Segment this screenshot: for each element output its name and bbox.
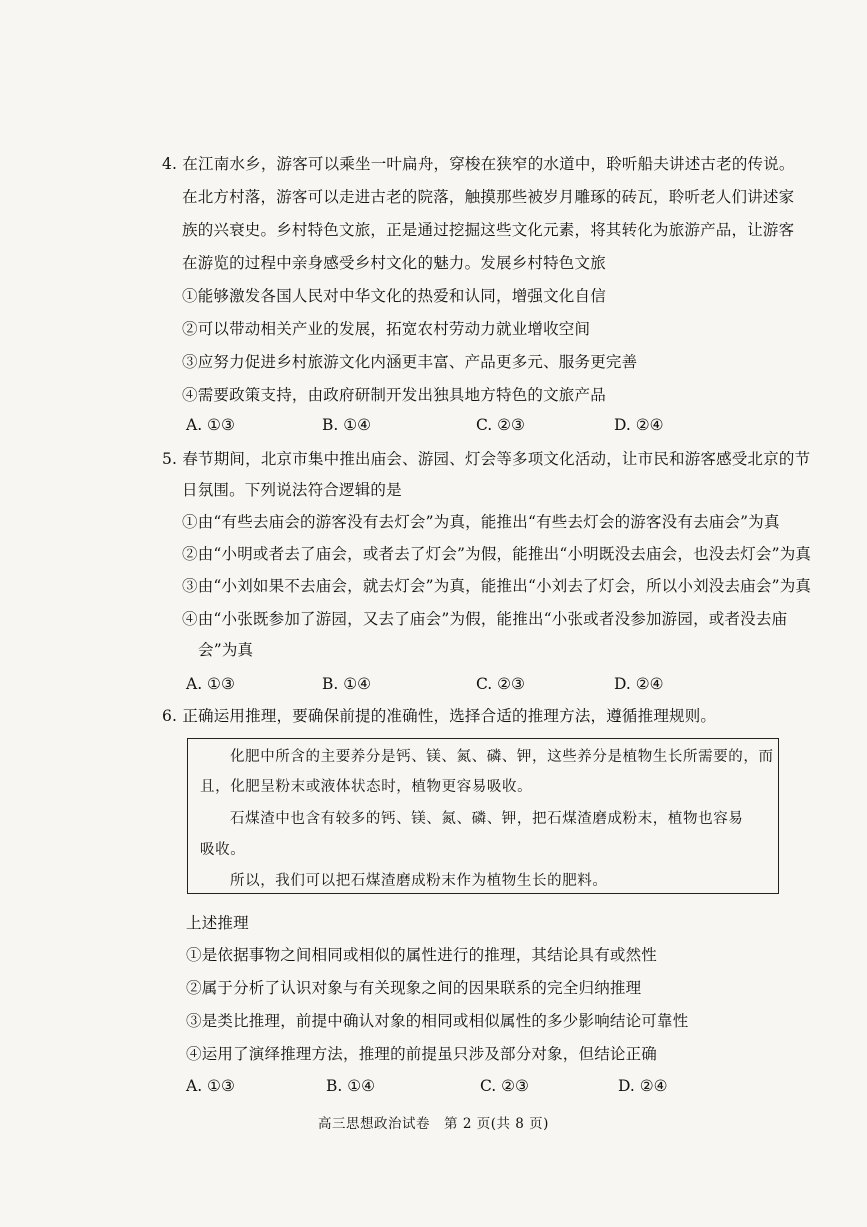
q4-stem-line-3: 族的兴衰史。乡村特色文旅，正是通过挖掘这些文化元素，将其转化为旅游产品，让游客 <box>182 221 795 239</box>
q5-item-3: ③由“小刘如果不去庙会，就去灯会”为真，能推出“小刘去了灯会，所以小刘没去庙会”为真 <box>182 577 812 595</box>
q4-stem-line-2: 在北方村落，游客可以走进古老的院落，触摸那些被岁月雕琢的砖瓦，聆听老人们讲述家 <box>182 188 795 206</box>
q6-item-4: ④运用了演绎推理方法，推理的前提虽只涉及部分对象，但结论正确 <box>186 1045 658 1063</box>
q5-stem-line-2: 日氛围。下列说法符合逻辑的是 <box>182 481 402 499</box>
q6-material-line-3: 石煤渣中也含有较多的钙、镁、氮、磷、钾，把石煤渣磨成粉末，植物也容易 <box>230 811 744 827</box>
q6-item-2: ②属于分析了认识对象与有关现象之间的因果联系的完全归纳推理 <box>186 979 642 997</box>
q6-item-1: ①是依据事物之间相同或相似的属性进行的推理，其结论具有或然性 <box>186 946 658 964</box>
q6-material-line-1: 化肥中所含的主要养分是钙、镁、氮、磷、钾，这些养分是植物生长所需要的，而 <box>230 749 774 765</box>
q4-stem-line-4: 在游览的过程中亲身感受乡村文化的魅力。发展乡村特色文旅 <box>182 254 606 272</box>
q6-option-d: D. ②④ <box>618 1077 668 1095</box>
q6-option-b: B. ①④ <box>326 1077 376 1095</box>
q5-item-1: ①由“有些去庙会的游客没有去灯会”为真，能推出“有些去灯会的游客没有去庙会”为真 <box>182 513 780 531</box>
q5-item-4: ④由“小张既参加了游园，又去了庙会”为假，能推出“小张或者没参加游园，或者没去庙 <box>182 610 788 628</box>
q4-option-c: C. ②③ <box>476 416 525 434</box>
q4-item-2: ②可以带动相关产业的发展，拓宽农村劳动力就业增收空间 <box>182 320 591 338</box>
q5-item-2: ②由“小明或者去了庙会，或者去了灯会”为假，能推出“小明既没去庙会，也没去灯会”为真 <box>182 545 812 563</box>
q6-material-box <box>187 738 779 894</box>
q6-lead: 上述推理 <box>186 914 249 932</box>
q6-stem: 6. 正确运用推理，要确保前提的准确性，选择合适的推理方法，遵循推理规则。 <box>162 707 717 725</box>
q6-material-line-2: 且，化肥呈粉末或液体状态时，植物更容易吸收。 <box>200 779 533 795</box>
q5-option-a: A. ①③ <box>186 675 235 693</box>
q6-material-line-5: 所以，我们可以把石煤渣磨成粉末作为植物生长的肥料。 <box>230 873 608 889</box>
q4-option-d: D. ②④ <box>614 416 664 434</box>
q6-material-line-4: 吸收。 <box>200 842 246 858</box>
q5-option-d: D. ②④ <box>614 675 664 693</box>
q4-item-1: ①能够激发各国人民对中华文化的热爱和认同，增强文化自信 <box>182 287 606 305</box>
q5-option-b: B. ①④ <box>322 675 372 693</box>
q4-item-3: ③应努力促进乡村旅游文化内涵更丰富、产品更多元、服务更完善 <box>182 353 638 371</box>
q4-item-4: ④需要政策支持，由政府研制开发出独具地方特色的文旅产品 <box>182 386 606 404</box>
q5-item-4-cont: 会”为真 <box>198 641 254 659</box>
q4-option-a: A. ①③ <box>186 416 235 434</box>
page-footer: 高三思想政治试卷 第 2 页(共 8 页) <box>318 1116 549 1132</box>
q4-stem-line-1: 4. 在江南水乡，游客可以乘坐一叶扁舟，穿梭在狭窄的水道中，聆听船夫讲述古老的传说。 <box>162 155 795 173</box>
q6-item-3: ③是类比推理，前提中确认对象的相同或相似属性的多少影响结论可靠性 <box>186 1012 689 1030</box>
q5-stem-line-1: 5. 春节期间，北京市集中推出庙会、游园、灯会等多项文化活动，让市民和游客感受北京的节 <box>162 450 811 468</box>
q4-option-b: B. ①④ <box>322 416 372 434</box>
q6-option-c: C. ②③ <box>480 1077 529 1095</box>
q5-option-c: C. ②③ <box>476 675 525 693</box>
q6-option-a: A. ①③ <box>186 1077 235 1095</box>
